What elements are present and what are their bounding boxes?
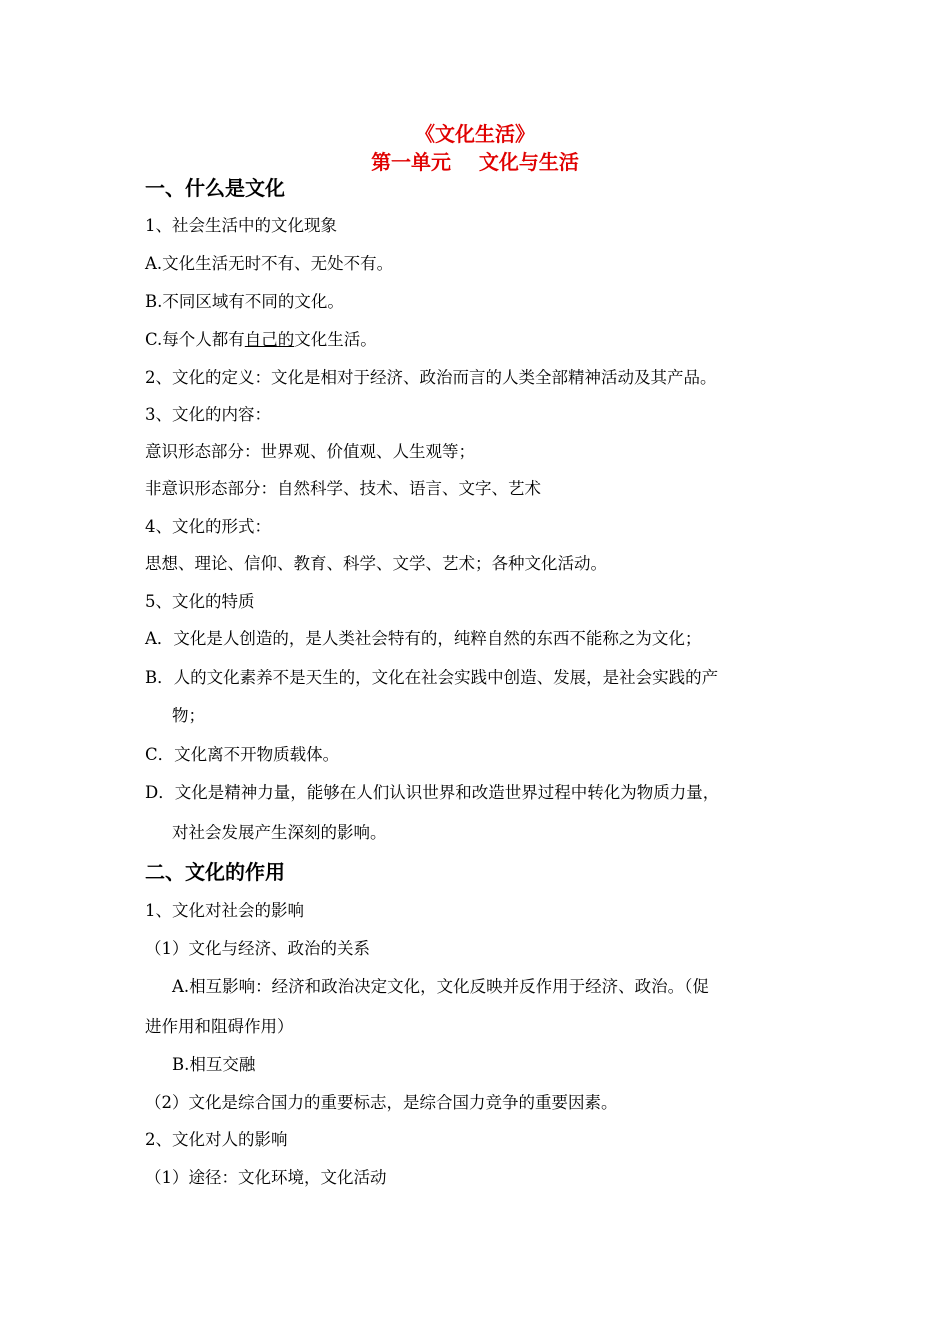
- paragraph: 思想、理论、信仰、教育、科学、文学、艺术；各种文化活动。: [145, 554, 607, 573]
- paragraph: 5、文化的特质: [145, 592, 255, 611]
- paragraph: A.文化生活无时不有、无处不有。: [145, 254, 394, 273]
- document-title: 《文化生活》: [415, 122, 535, 146]
- paragraph: A．文化是人创造的，是人类社会特有的，纯粹自然的东西不能称之为文化；: [145, 629, 702, 648]
- paragraph: 2、文化的定义：文化是相对于经济、政治而言的人类全部精神活动及其产品。: [145, 368, 717, 387]
- text-span: C.每个人都有: [145, 330, 245, 349]
- paragraph: D．文化是精神力量，能够在人们认识世界和改造世界过程中转化为物质力量，: [145, 783, 720, 802]
- paragraph-continuation: 物；: [172, 706, 205, 725]
- paragraph: B．人的文化素养不是天生的，文化在社会实践中创造、发展，是社会实践的产: [145, 668, 719, 687]
- paragraph: 4、文化的形式：: [145, 517, 271, 536]
- paragraph: 1、社会生活中的文化现象: [145, 216, 337, 235]
- paragraph: B.不同区域有不同的文化。: [145, 292, 344, 311]
- unit-title: 第一单元 文化与生活: [371, 150, 579, 174]
- section-heading-1: 一、什么是文化: [145, 176, 285, 200]
- paragraph: 1、文化对社会的影响: [145, 901, 304, 920]
- underlined-text: 自己的: [244, 330, 295, 349]
- paragraph: C．文化离不开物质载体。: [145, 745, 340, 764]
- paragraph: 2、文化对人的影响: [145, 1130, 288, 1149]
- paragraph: 意识形态部分：世界观、价值观、人生观等；: [145, 442, 475, 461]
- paragraph: （1）文化与经济、政治的关系: [145, 939, 370, 958]
- paragraph: （1）途径：文化环境，文化活动: [145, 1168, 387, 1187]
- section-heading-2: 二、文化的作用: [145, 860, 285, 884]
- paragraph-continuation: 对社会发展产生深刻的影响。: [172, 823, 387, 842]
- paragraph: 3、文化的内容：: [145, 405, 271, 424]
- paragraph: （2）文化是综合国力的重要标志，是综合国力竞争的重要因素。: [145, 1093, 618, 1112]
- paragraph: A.相互影响：经济和政治决定文化，文化反映并反作用于经济、政治。（促: [172, 977, 709, 996]
- paragraph: B.相互交融: [172, 1055, 256, 1074]
- paragraph: [145, 328, 377, 352]
- text-span: 文化生活。: [294, 330, 377, 349]
- paragraph-continuation: 进作用和阻碍作用）: [145, 1017, 294, 1036]
- paragraph: 非意识形态部分：自然科学、技术、语言、文字、艺术: [145, 479, 541, 498]
